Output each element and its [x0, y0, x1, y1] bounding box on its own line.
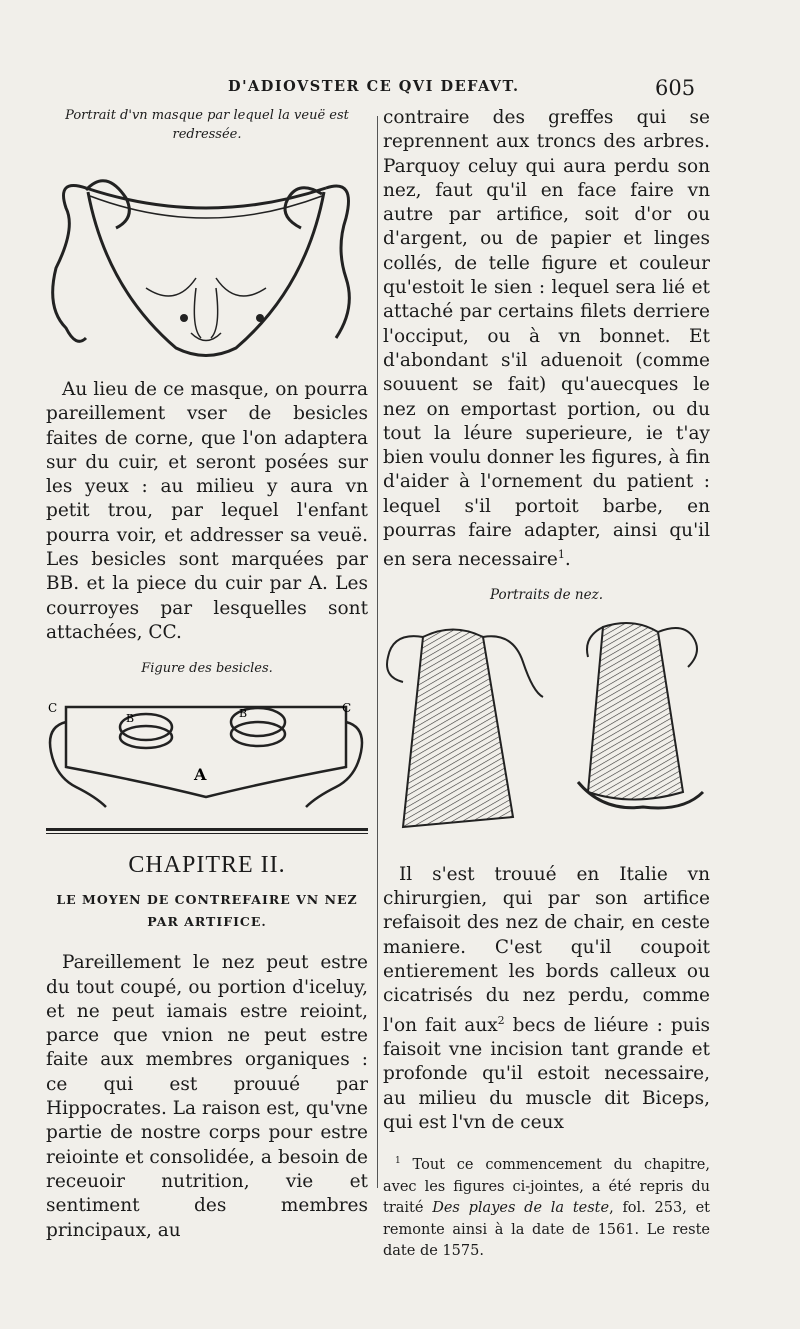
chapter-title: CHAPITRE II. [128, 852, 286, 879]
chapter-subtitle-2: PAR ARTIFICE. [147, 914, 267, 930]
column-divider [377, 116, 378, 1188]
label-c-left: C [48, 701, 58, 716]
running-title: D'ADIOVSTER CE QVI DEFAVT. [228, 78, 520, 95]
besicles-caption: Figure des besicles. [141, 661, 273, 677]
paragraph-greffes-text: contraire des greffes qui se reprennent aux troncs des arbres. Parquoy celuy qui aura perdu son nez, faut qu'il en face faire vn autre par artifice, soit d'or ou d'argent, ou de papier et linges collés, de telle figure et couleur qu'estoit le sien : lequel sera lié et attaché par certains filets derriere l'occiput, ou à vn bonnet. Et d'abondant s'il aduenoit (comme souuent se fait) qu'auecques le nez on emportast portion, ou du tout la léure superieure, ie t'ay bien voulu donner les figures, à fin d'aider à l'ornement du patient : lequel s'il portoit barbe, en pourras faire adapter, ainsi qu'il en sera necessaire [383, 107, 710, 571]
label-b-right: B [239, 707, 248, 721]
footnote-number: 1 [395, 1156, 401, 1167]
footnote-marker-2: 2 [497, 1013, 505, 1027]
label-a: A [194, 765, 207, 785]
footnote-text-a: Tout ce commencement du chapitre, avec les figures ci-jointes, a été repris du traité [383, 1157, 710, 1217]
mask-caption-line-1: Portrait d'vn masque par lequel la veuë est [65, 108, 349, 123]
footnote-italic: Des playes de la teste [432, 1200, 610, 1217]
paragraph-italie-end: becs de liéure : puis faisoit vne incision tant grande et profonde qu'il estoit necessaire, au milieu du muscle dit Biceps, qui est l'vn de ceux [383, 1014, 711, 1133]
nez-caption: Portraits de nez. [489, 586, 604, 603]
paragraph-masque: Au lieu de ce masque, on pourra pareillement vser de besicles faites de corne, que l'on adaptera sur du cuir, et seront posées sur les yeux : au milieu y aura vn petit trou, par lequel l'enfant pourra voir, et addresser sa veuë. Les besicles sont marquées par BB. et la piece du cuir par A. Les courroyes par lesquelles sont attachées, CC. [46, 379, 368, 643]
paragraph-italie-text: Il s'est trouué en Italie vn chirurgien, qui par son artifice refaisoit des nez de chair, en ceste maniere. C'est qu'il coupoit entierement les bords calleux ou cicatrisés du nez perdu, comme l'on fait aux [383, 863, 710, 1036]
label-c-right: C [342, 701, 352, 716]
paragraph-italie [383, 863, 710, 1135]
mask-caption-line-2: redressée. [172, 127, 242, 142]
right-column [383, 106, 710, 1263]
left-column [46, 106, 368, 1243]
page-number: 605 [655, 76, 696, 100]
footnote-text-b: , fol. 253, et remonte ainsi à la date de 1561. Le reste date de 1575. [383, 1200, 710, 1260]
mask-caption [46, 106, 368, 144]
besicles-illustration [46, 682, 368, 814]
paragraph-greffes: contraire des greffes qui se reprennent aux troncs des arbres. Parquoy celuy qui aura perdu son nez, faut qu'il en face faire vn autre par artifice, soit d'or ou d'argent, ou de papier et linges collés, de telle figure et couleur qu'estoit le sien : lequel sera lié et attaché par certains filets derriere l'occiput, ou à vn bonnet. Et d'abondant s'il aduenoit (comme souuent se fait) qu'auecques le nez on emportast portion, ou du tout la léure superieure, ie t'ay bien voulu donner les figures, à fin d'aider à l'ornement du patient : lequel s'il portoit barbe, en pourras faire adapter, ainsi qu'il en sera necessaire$^1$. [383, 107, 710, 571]
label-b-left: B [126, 712, 135, 726]
paragraph-chapitre: Pareillement le nez peut estre du tout coupé, ou portion d'iceluy, et ne peut iamais estre reioint, parce que vnion ne peut estre faite aux membres organiques : ce qui est prouué par Hippocrates. La raison est, qu'vne partie de nostre corps pour estre reiointe et consolidée, a besoin de receuoir nutrition, vie et sentiment des membres principaux, au [46, 952, 368, 1241]
mask-illustration [46, 148, 368, 368]
footnote-marker: 1 [557, 548, 565, 562]
footnote [383, 1151, 710, 1262]
chapter-subtitle-1: LE MOYEN DE CONTREFAIRE VN NEZ [56, 892, 358, 908]
nez-illustration [383, 607, 710, 847]
chapter-rule [46, 828, 368, 834]
